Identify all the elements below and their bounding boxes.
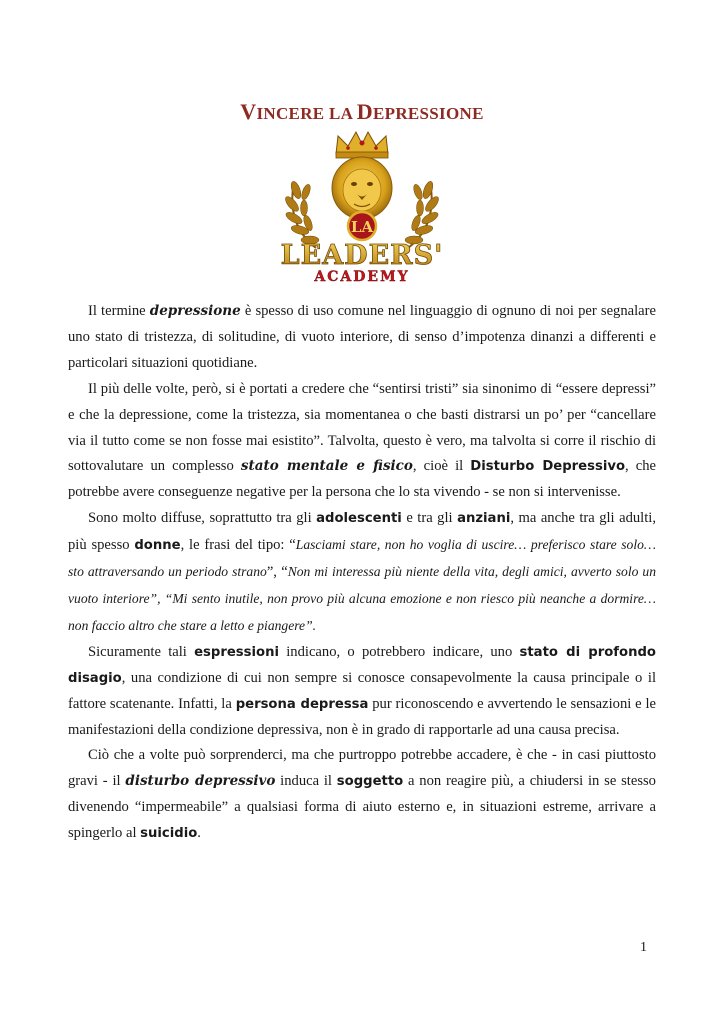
crown-icon — [336, 132, 388, 158]
bold-term: suicidio — [140, 826, 198, 842]
bold-term: adolescenti — [316, 511, 402, 527]
la-badge — [348, 212, 376, 240]
paragraph-2 — [68, 377, 656, 507]
body-text — [68, 299, 656, 847]
text-run: Ciò che a volte può sorprenderci, ma che purtroppo potrebbe accadere, è che - in casi piuttosto gravi - il — [68, 747, 656, 790]
paragraph-1 — [68, 299, 656, 377]
logo-name-line1: LEADERS' — [280, 240, 444, 271]
paragraph-5 — [68, 743, 656, 847]
la-badge-text: LA — [350, 218, 374, 236]
text-run: e tra gli — [401, 510, 458, 527]
text-run: a non reagire più, a chiudersi in se stesso divenendo “impermeabile” a qualsiasi forma di aiuto esterno e, in situazioni estreme, arrivare a spingerlo al — [68, 773, 656, 842]
bold-term: donne — [134, 538, 181, 554]
text-run: indicano, o potrebbero indicare, uno — [278, 643, 520, 660]
text-run: , una condizione di cui non sempre si conosce consapevolmente la causa principale o il fattore scatenante. Infatti, la — [68, 669, 656, 712]
text-run: è spesso di uso comune nel linguaggio di ognuno di noi per segnalare uno stato di tristezza, di solitudine, di vuoto interiore, di senso d’impotenza dinanzi a differenti e particolari situazioni quotidiane. — [68, 303, 656, 371]
text-run: , cioè il — [412, 458, 471, 475]
text-run: , le frasi del tipo: “ — [180, 537, 296, 554]
paragraph-4 — [68, 640, 656, 744]
emphasis-term: depressione — [149, 303, 241, 319]
text-run: Sicuramente tali — [88, 643, 195, 660]
document-title — [0, 99, 724, 125]
paragraph-3 — [68, 506, 656, 640]
logo-name-line2: ACADEMY — [314, 269, 410, 285]
text-run: Il termine — [88, 303, 150, 319]
title-part-1: INCERE LA — [256, 104, 357, 124]
text-run: , ma anche tra gli adulti, più spesso — [68, 510, 656, 554]
bold-term: soggetto — [336, 774, 404, 790]
bold-term: persona depressa — [235, 696, 369, 712]
emphasis-term: disturbo depressivo — [125, 773, 276, 790]
lion-head-icon — [332, 157, 392, 219]
bold-term: Disturbo Depressivo — [470, 459, 626, 475]
title-initial-2: D — [356, 99, 373, 125]
text-run: Sono molto diffuse, soprattutto tra gli — [88, 510, 317, 527]
quoted-text: Lasciami stare, non ho voglia di uscire… preferisco stare solo… sto attraversando un periodo strano — [68, 537, 657, 580]
quoted-text: Non mi interessa più niente della vita, degli amici, avverto solo un vuoto interiore”, “Mi sento inutile, non provo più alcuna emozione e non riesco più neanche a dormire… non faccio altro che stare a letto e piangere”. — [68, 564, 656, 633]
text-run: pur riconoscendo e avvertendo le sensazioni e le manifestazioni della condizione depressiva, non è in grado di rapportarle ad una causa precisa. — [68, 695, 657, 738]
bold-term: espressioni — [194, 644, 279, 660]
text-run: ”, “ — [266, 564, 288, 581]
bold-term: anziani — [457, 511, 511, 527]
title-part-2: EPRESSIONE — [373, 104, 484, 124]
text-run: . — [197, 825, 201, 842]
text-run: induca il — [275, 773, 337, 790]
text-run: Il più delle volte, però, si è portati a credere che “sentirsi tristi” sia sinonimo di “essere depressi” e che la depressione, come la tristezza, sia momentanea o che basti distrarsi un po’ per “cancellare via il tutto come se non fosse mai esistito”. Talvolta, questo è vero, ma talvolta si corre il rischio di sottovalutare un complesso — [68, 380, 656, 475]
emphasis-term: stato mentale e fisico — [240, 458, 413, 475]
leaders-academy-logo — [256, 130, 468, 288]
title-initial-1: V — [240, 99, 257, 125]
bold-term: stato di profondo disagio — [68, 644, 656, 686]
text-run: , che potrebbe avere conseguenze negative per la persona che lo sta vivendo - se non si intervenisse. — [68, 458, 657, 501]
page-number: 1 — [640, 940, 647, 955]
